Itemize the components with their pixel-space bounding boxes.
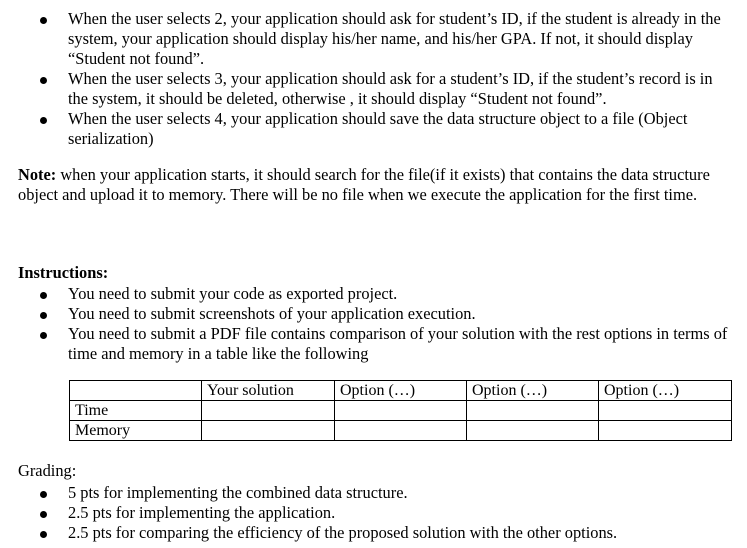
table-cell bbox=[202, 401, 335, 421]
table-cell bbox=[467, 421, 599, 441]
bullet-icon bbox=[40, 292, 47, 299]
list-item-text: When the user selects 4, your application should save the data structure object to a file (Object serialization) bbox=[68, 109, 688, 148]
list-item bbox=[0, 324, 740, 364]
bullet-icon bbox=[40, 511, 47, 518]
list-item bbox=[0, 9, 735, 69]
list-item bbox=[0, 284, 740, 304]
instructions-heading: Instructions: bbox=[18, 263, 109, 282]
table-header-cell: Your solution bbox=[202, 381, 335, 401]
table-cell bbox=[467, 401, 599, 421]
table-row-label: Memory bbox=[70, 421, 202, 441]
requirements-list bbox=[0, 9, 735, 149]
list-item-text: 2.5 pts for implementing the application. bbox=[68, 503, 336, 522]
table-header-cell: Option (…) bbox=[467, 381, 599, 401]
list-item bbox=[0, 304, 740, 324]
comparison-table bbox=[69, 380, 732, 441]
bullet-icon bbox=[40, 117, 47, 124]
grading-heading: Grading: bbox=[18, 461, 77, 480]
grading-list bbox=[0, 483, 740, 543]
note-text: when your application starts, it should search for the file(if it exists) that contains the data structure object and upload it to memory. There will be no file when we execute the application for the first time. bbox=[18, 165, 710, 204]
instructions-list bbox=[0, 284, 740, 364]
bullet-icon bbox=[40, 17, 47, 24]
bullet-icon bbox=[40, 77, 47, 84]
table-cell bbox=[335, 401, 467, 421]
list-item bbox=[0, 503, 740, 523]
list-item-text: When the user selects 3, your application should ask for a student’s ID, if the student’s record is in the system, it should be deleted, otherwise , it should display “Student not found”. bbox=[68, 69, 713, 108]
table-cell bbox=[70, 381, 202, 401]
table-cell bbox=[599, 401, 732, 421]
list-item bbox=[0, 523, 740, 543]
note-paragraph bbox=[18, 165, 733, 205]
note-label: Note: bbox=[18, 165, 57, 184]
table-header-row bbox=[70, 381, 732, 401]
list-item-text: You need to submit your code as exported project. bbox=[68, 284, 398, 303]
table-cell bbox=[202, 421, 335, 441]
list-item bbox=[0, 483, 740, 503]
bullet-icon bbox=[40, 332, 47, 339]
list-item-text: You need to submit a PDF file contains comparison of your solution with the rest options in terms of time and memory in a table like the following bbox=[68, 324, 728, 363]
list-item bbox=[0, 69, 735, 109]
table-row bbox=[70, 401, 732, 421]
bullet-icon bbox=[40, 491, 47, 498]
table-row-label: Time bbox=[70, 401, 202, 421]
bullet-icon bbox=[40, 531, 47, 538]
table-header-cell: Option (…) bbox=[599, 381, 732, 401]
table-row bbox=[70, 421, 732, 441]
table-cell bbox=[599, 421, 732, 441]
list-item-text: 5 pts for implementing the combined data structure. bbox=[68, 483, 408, 502]
list-item-text: 2.5 pts for comparing the efficiency of the proposed solution with the other options. bbox=[68, 523, 618, 542]
bullet-icon bbox=[40, 312, 47, 319]
list-item-text: You need to submit screenshots of your application execution. bbox=[68, 304, 476, 323]
table-header-cell: Option (…) bbox=[335, 381, 467, 401]
list-item bbox=[0, 109, 735, 149]
table-cell bbox=[335, 421, 467, 441]
list-item-text: When the user selects 2, your application should ask for student’s ID, if the student is already in the system, your application should display his/her name, and his/her GPA. If not, it should display “Student not found”. bbox=[68, 9, 721, 68]
